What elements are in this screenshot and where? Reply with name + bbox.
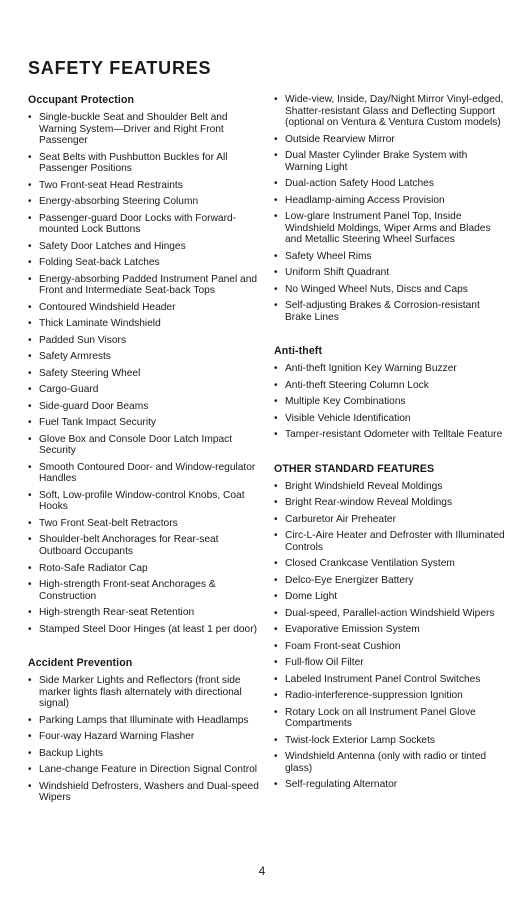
list-item: • Twist-lock Exterior Lamp Sockets [274,735,506,747]
occupant-protection-list [28,112,260,635]
anti-theft-heading: Anti-theft [274,345,323,358]
list-item: • Self-regulating Alternator [274,779,506,791]
list-item: • Two Front-seat Head Restraints [28,180,260,192]
list-item: • Padded Sun Visors [28,335,260,347]
list-item: • Folding Seat-back Latches [28,257,260,269]
list-item: • Delco-Eye Energizer Battery [274,575,506,587]
list-item: • Self-adjusting Brakes & Corrosion-resistant Brake Lines [274,300,506,323]
list-item: • Dual Master Cylinder Brake System with Warning Light [274,150,506,173]
list-item: • Anti-theft Ignition Key Warning Buzzer [274,363,506,375]
list-item: • Shoulder-belt Anchorages for Rear-seat Outboard Occupants [28,534,260,557]
other-standard-features-heading: OTHER STANDARD FEATURES [274,462,435,475]
occupant-protection-heading: Occupant Protection [28,94,135,106]
list-item: • High-strength Rear-seat Retention [28,607,260,619]
list-item: • Rotary Lock on all Instrument Panel Glove Compartments [274,707,506,730]
list-item: • Seat Belts with Pushbutton Buckles for All Passenger Positions [28,152,260,175]
list-item: • Passenger-guard Door Locks with Forward-mounted Lock Buttons [28,213,260,236]
list-item: • Single-buckle Seat and Shoulder Belt and Warning System—Driver and Right Front Passenger [28,112,260,147]
list-item: • Energy-absorbing Steering Column [28,196,260,208]
list-item: • Safety Armrests [28,351,260,363]
list-item: • Bright Windshield Reveal Moldings [274,481,506,493]
list-item: • Windshield Antenna (only with radio or tinted glass) [274,751,506,774]
list-item: • Smooth Contoured Door- and Window-regulator Handles [28,462,260,485]
list-item: • Full-flow Oil Filter [274,657,506,669]
list-item: • Energy-absorbing Padded Instrument Panel and Front and Intermediate Seat-back Tops [28,274,260,297]
list-item: • Backup Lights [28,748,260,760]
list-item: • Dual-speed, Parallel-action Windshield Wipers [274,608,506,620]
page-title: SAFETY FEATURES [28,58,212,78]
list-item: • Foam Front-seat Cushion [274,641,506,653]
list-item: • Windshield Defrosters, Washers and Dual-speed Wipers [28,781,260,804]
list-item: • Bright Rear-window Reveal Moldings [274,497,506,509]
list-item: • Headlamp-aiming Access Provision [274,195,506,207]
list-item: • Safety Steering Wheel [28,368,260,380]
list-item: • Dual-action Safety Hood Latches [274,178,506,190]
list-item: • Multiple Key Combinations [274,396,506,408]
list-item: • Wide-view, Inside, Day/Night Mirror Vinyl-edged, Shatter-resistant Glass and Deflecting Support (optional on Ventura & Ventura Custom models) [274,94,506,129]
list-item: • Safety Door Latches and Hinges [28,241,260,253]
list-item: • Cargo-Guard [28,384,260,396]
other-standard-features-list [274,481,506,791]
list-item: • Tamper-resistant Odometer with Telltale Feature [274,429,506,441]
list-item: • Thick Laminate Windshield [28,318,260,330]
list-item: • Side-guard Door Beams [28,401,260,413]
list-item: • Soft, Low-profile Window-control Knobs, Coat Hooks [28,490,260,513]
list-item: • Contoured Windshield Header [28,302,260,314]
list-item: • Parking Lamps that Illuminate with Headlamps [28,715,260,727]
list-item: • Uniform Shift Quadrant [274,267,506,279]
left-column [28,94,260,809]
list-item: • Roto-Safe Radiator Cap [28,563,260,575]
list-item: • Glove Box and Console Door Latch Impact Security [28,434,260,457]
list-item: • Radio-interference-suppression Ignition [274,690,506,702]
list-item: • High-strength Front-seat Anchorages & Construction [28,579,260,602]
list-item: • Labeled Instrument Panel Control Switches [274,674,506,686]
page-number: 4 [258,864,266,878]
list-item: • Anti-theft Steering Column Lock [274,380,506,392]
list-item: • Safety Wheel Rims [274,251,506,263]
accident-prevention-list-continued [274,94,506,324]
list-item: • Circ-L-Aire Heater and Defroster with Illuminated Controls [274,530,506,553]
list-item: • Evaporative Emission System [274,624,506,636]
right-column [274,94,506,796]
list-item: • No Winged Wheel Nuts, Discs and Caps [274,284,506,296]
list-item: • Four-way Hazard Warning Flasher [28,731,260,743]
list-item: • Dome Light [274,591,506,603]
accident-prevention-list [28,675,260,804]
list-item: • Outside Rearview Mirror [274,134,506,146]
list-item: • Visible Vehicle Identification [274,413,506,425]
anti-theft-list [274,363,506,441]
accident-prevention-heading: Accident Prevention [28,657,133,670]
list-item: • Stamped Steel Door Hinges (at least 1 per door) [28,624,260,636]
list-item: • Closed Crankcase Ventilation System [274,558,506,570]
list-item: • Fuel Tank Impact Security [28,417,260,429]
list-item: • Low-glare Instrument Panel Top, Inside Windshield Moldings, Wiper Arms and Blades and Metallic Steering Wheel Surfaces [274,211,506,246]
list-item: • Two Front Seat-belt Retractors [28,518,260,530]
list-item: • Side Marker Lights and Reflectors (front side marker lights flash alternately with directional signal) [28,675,260,710]
list-item: • Carburetor Air Preheater [274,514,506,526]
list-item: • Lane-change Feature in Direction Signal Control [28,764,260,776]
